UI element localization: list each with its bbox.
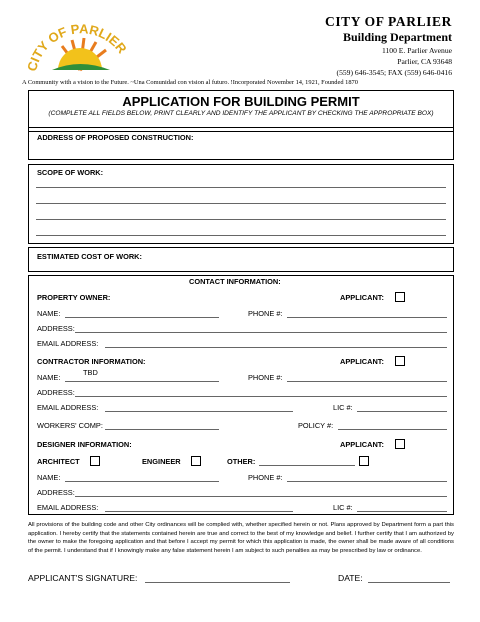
city-name: CITY OF PARLIER — [324, 14, 452, 29]
designer-applicant-label: APPLICANT: — [340, 440, 384, 449]
property-owner-email-label: EMAIL ADDRESS: — [37, 339, 99, 348]
engineer-label: ENGINEER — [142, 457, 181, 466]
construction-address-label: ADDRESS OF PROPOSED CONSTRUCTION: — [37, 133, 194, 142]
date-field[interactable] — [368, 582, 450, 583]
contractor-name-field[interactable] — [65, 381, 219, 382]
designer-lic-label: LIC #: — [333, 503, 353, 512]
contractor-name-label: NAME: — [37, 373, 61, 382]
estimated-cost-label: ESTIMATED COST OF WORK: — [37, 252, 142, 261]
property-owner-heading: PROPERTY OWNER: — [37, 293, 111, 302]
city-logo — [22, 12, 134, 78]
contractor-email-label: EMAIL ADDRESS: — [37, 403, 99, 412]
title-box — [28, 90, 454, 132]
property-owner-address-field[interactable] — [75, 332, 447, 333]
scope-of-work-label: SCOPE OF WORK: — [37, 168, 104, 177]
scope-line-1[interactable] — [36, 187, 446, 188]
architect-checkbox[interactable] — [90, 456, 100, 466]
contractor-name-value: TBD — [83, 368, 98, 377]
other-label: OTHER: — [227, 457, 256, 466]
property-owner-name-field[interactable] — [65, 317, 219, 318]
scope-line-2[interactable] — [36, 203, 446, 204]
signature-field[interactable] — [145, 582, 290, 583]
designer-phone-label: PHONE #: — [248, 473, 283, 482]
contractor-applicant-label: APPLICANT: — [340, 357, 384, 366]
policy-field[interactable] — [338, 429, 447, 430]
scope-line-4[interactable] — [36, 235, 446, 236]
contractor-lic-field[interactable] — [357, 411, 447, 412]
department-name: Building Department — [342, 30, 452, 44]
property-owner-applicant-checkbox[interactable] — [395, 292, 405, 302]
phone-fax-line: (559) 646-3545; FAX (559) 646-0416 — [336, 68, 452, 77]
other-field[interactable] — [259, 465, 355, 466]
contact-information-title: CONTACT INFORMATION: — [189, 277, 281, 286]
architect-label: ARCHITECT — [37, 457, 80, 466]
address-line-1: 1100 E. Parlier Avenue — [381, 46, 452, 55]
property-owner-email-field[interactable] — [105, 347, 447, 348]
department-header — [325, 14, 452, 78]
certification-disclaimer: All provisions of the building code and other City ordinances will be complied with, whether specified herein or not. Plans approved by Department form a part this application. I hereby certify that the statements contained herein are true and correct to the best of my knowledge and belief. I further certify that I am authorized by the owner to make the foregoing application and that before I accept my permit for which this application is made, the owner shall be made aware of all conditions of the permit. I understand that if I knowingly make any false statement herein I am subject to such penalties as may be prescribed by law or ordinance. — [28, 522, 454, 554]
designer-email-field[interactable] — [105, 511, 293, 512]
contractor-phone-field[interactable] — [287, 381, 447, 382]
signature-label: APPLICANT'S SIGNATURE: — [28, 573, 138, 583]
designer-email-label: EMAIL ADDRESS: — [37, 503, 99, 512]
contractor-applicant-checkbox[interactable] — [395, 356, 405, 366]
designer-heading: DESIGNER INFORMATION: — [37, 440, 132, 449]
workers-comp-field[interactable] — [105, 429, 219, 430]
construction-address-box[interactable] — [28, 127, 454, 160]
designer-address-field[interactable] — [75, 496, 447, 497]
policy-label: POLICY #: — [298, 421, 334, 430]
property-owner-name-label: NAME: — [37, 309, 61, 318]
designer-name-label: NAME: — [37, 473, 61, 482]
contractor-address-field[interactable] — [75, 396, 447, 397]
estimated-cost-box[interactable] — [28, 247, 454, 272]
date-label: DATE: — [338, 573, 363, 583]
logo-text: CITY OF PARLIER — [24, 21, 130, 73]
designer-phone-field[interactable] — [287, 481, 447, 482]
designer-applicant-checkbox[interactable] — [395, 439, 405, 449]
property-owner-phone-label: PHONE #: — [248, 309, 283, 318]
designer-name-field[interactable] — [65, 481, 219, 482]
contact-information-box — [28, 275, 454, 515]
designer-address-label: ADDRESS: — [37, 488, 75, 497]
scope-of-work-box — [28, 164, 454, 244]
contractor-email-field[interactable] — [105, 411, 293, 412]
contractor-phone-label: PHONE #: — [248, 373, 283, 382]
scope-line-3[interactable] — [36, 219, 446, 220]
property-owner-applicant-label: APPLICANT: — [340, 293, 384, 302]
contractor-heading: CONTRACTOR INFORMATION: — [37, 357, 146, 366]
form-subtitle: (COMPLETE ALL FIELDS BELOW, PRINT CLEARLY AND IDENTIFY THE APPLICANT BY CHECKING THE APPROPRIATE BOX) — [48, 110, 434, 117]
property-owner-phone-field[interactable] — [287, 317, 447, 318]
contractor-lic-label: LIC #: — [333, 403, 353, 412]
city-tagline: A Community with a vision to the Future. ~Una Comunidad con vision al futuro. !Incorporated November 14, 1921, Founded 1870 — [22, 79, 358, 86]
workers-comp-label: WORKERS' COMP: — [37, 421, 103, 430]
engineer-checkbox[interactable] — [191, 456, 201, 466]
designer-lic-field[interactable] — [357, 511, 447, 512]
address-line-2: Parlier, CA 93648 — [397, 57, 452, 66]
form-title: APPLICATION FOR BUILDING PERMIT — [122, 94, 360, 109]
other-checkbox[interactable] — [359, 456, 369, 466]
contractor-address-label: ADDRESS: — [37, 388, 75, 397]
property-owner-address-label: ADDRESS: — [37, 324, 75, 333]
